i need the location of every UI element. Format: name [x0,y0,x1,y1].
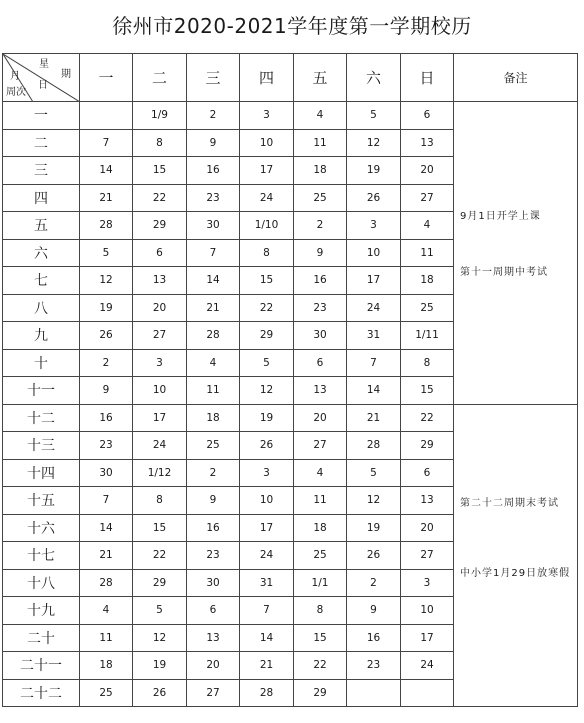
note-text: 第二十二周期末考试 [460,497,559,509]
day-cell: 18 [187,404,240,432]
day-cell: 7 [347,349,401,377]
day-cell: 23 [187,184,240,212]
day-cell: 11 [401,239,454,267]
day-cell: 31 [240,569,294,597]
day-cell: 1/10 [240,212,294,240]
week-number-cell: 十 [3,349,80,377]
day-cell: 19 [347,514,401,542]
day-cell: 17 [133,404,187,432]
day-cell: 20 [401,514,454,542]
day-cell: 26 [347,184,401,212]
corner-label-yue: 月 [10,71,20,82]
week-row [3,102,578,130]
week-number-cell: 一 [3,102,80,130]
day-cell: 22 [133,542,187,570]
day-cell: 6 [401,102,454,130]
day-cell: 9 [187,487,240,515]
day-cell: 2 [347,569,401,597]
day-cell: 13 [401,487,454,515]
day-cell: 8 [133,129,187,157]
week-number-cell: 五 [3,212,80,240]
weekday-header: 六 [347,54,401,102]
day-cell: 9 [187,129,240,157]
day-cell: 14 [80,514,133,542]
day-cell: 24 [133,432,187,460]
corner-label-zhouci: 周次 [6,87,26,98]
day-cell: 17 [347,267,401,295]
day-cell: 20 [294,404,347,432]
day-cell: 24 [240,184,294,212]
day-cell: 10 [240,129,294,157]
day-cell: 8 [240,239,294,267]
day-cell: 6 [187,597,240,625]
day-cell: 29 [133,569,187,597]
day-cell: 25 [401,294,454,322]
day-cell: 2 [80,349,133,377]
day-cell [347,679,401,707]
day-cell: 21 [240,652,294,680]
day-cell: 2 [187,102,240,130]
day-cell: 27 [401,542,454,570]
day-cell: 5 [347,102,401,130]
week-number-cell: 七 [3,267,80,295]
weekday-header: 五 [294,54,347,102]
day-cell: 19 [347,157,401,185]
day-cell: 30 [187,212,240,240]
day-cell: 17 [240,514,294,542]
day-cell: 2 [294,212,347,240]
day-cell: 16 [80,404,133,432]
day-cell: 27 [294,432,347,460]
day-cell: 17 [240,157,294,185]
day-cell: 5 [133,597,187,625]
day-cell: 13 [294,377,347,405]
day-cell: 21 [347,404,401,432]
day-cell: 18 [401,267,454,295]
day-cell: 18 [294,514,347,542]
day-cell: 27 [401,184,454,212]
day-cell: 3 [240,102,294,130]
day-cell: 26 [240,432,294,460]
day-cell: 27 [187,679,240,707]
day-cell: 17 [401,624,454,652]
day-cell: 11 [80,624,133,652]
weekday-header: 四 [240,54,294,102]
day-cell: 22 [294,652,347,680]
day-cell: 28 [187,322,240,350]
day-cell: 4 [187,349,240,377]
day-cell: 12 [347,129,401,157]
day-cell: 24 [240,542,294,570]
weekday-header: 一 [80,54,133,102]
day-cell: 6 [294,349,347,377]
day-cell: 4 [80,597,133,625]
note-text: 9月1日开学上课 [460,211,541,222]
day-cell: 1/9 [133,102,187,130]
day-cell: 6 [133,239,187,267]
day-cell: 1/1 [294,569,347,597]
week-number-cell: 十二 [3,404,80,432]
day-cell: 11 [294,487,347,515]
week-number-cell: 二十二 [3,679,80,707]
day-cell: 9 [294,239,347,267]
day-cell: 27 [133,322,187,350]
day-cell: 7 [80,129,133,157]
day-cell: 7 [80,487,133,515]
day-cell: 28 [80,569,133,597]
day-cell: 31 [347,322,401,350]
note-text: 第十一周期中考试 [460,267,548,278]
day-cell: 15 [133,514,187,542]
day-cell: 29 [240,322,294,350]
day-cell [80,102,133,130]
weekday-header: 二 [133,54,187,102]
week-number-cell: 十三 [3,432,80,460]
corner-label-xing: 星 [39,59,49,70]
day-cell: 18 [80,652,133,680]
day-cell: 10 [347,239,401,267]
day-cell: 25 [294,184,347,212]
week-number-cell: 九 [3,322,80,350]
day-cell: 20 [401,157,454,185]
corner-label-ri: 日 [38,80,48,91]
week-number-cell: 十七 [3,542,80,570]
day-cell: 9 [347,597,401,625]
week-number-cell: 二 [3,129,80,157]
day-cell: 21 [80,184,133,212]
day-cell: 8 [133,487,187,515]
day-cell: 12 [80,267,133,295]
day-cell: 5 [80,239,133,267]
weekday-header: 三 [187,54,240,102]
day-cell: 30 [294,322,347,350]
day-cell: 2 [187,459,240,487]
day-cell: 12 [347,487,401,515]
day-cell: 7 [187,239,240,267]
day-cell: 16 [187,514,240,542]
week-number-cell: 十八 [3,569,80,597]
day-cell: 4 [294,459,347,487]
day-cell: 21 [80,542,133,570]
day-cell: 26 [133,679,187,707]
day-cell: 30 [187,569,240,597]
day-cell: 25 [294,542,347,570]
day-cell: 21 [187,294,240,322]
notes-cell [454,404,578,707]
note-text: 中小学1月29日放寒假 [460,567,571,579]
week-row [3,404,578,432]
weekday-header: 日 [401,54,454,102]
calendar-title: 徐州市2020-2021学年度第一学期校历 [112,14,472,38]
day-cell: 6 [401,459,454,487]
day-cell: 14 [80,157,133,185]
week-number-cell: 十一 [3,377,80,405]
day-cell: 18 [294,157,347,185]
day-cell: 13 [187,624,240,652]
day-cell: 3 [347,212,401,240]
day-cell: 29 [401,432,454,460]
day-cell: 5 [347,459,401,487]
day-cell [401,679,454,707]
week-number-cell: 四 [3,184,80,212]
day-cell: 25 [80,679,133,707]
day-cell: 19 [240,404,294,432]
week-number-cell: 十九 [3,597,80,625]
day-cell: 15 [240,267,294,295]
day-cell: 12 [240,377,294,405]
day-cell: 14 [240,624,294,652]
week-number-cell: 八 [3,294,80,322]
day-cell: 23 [294,294,347,322]
day-cell: 8 [294,597,347,625]
day-cell: 10 [133,377,187,405]
day-cell: 13 [401,129,454,157]
day-cell: 3 [401,569,454,597]
day-cell: 25 [187,432,240,460]
day-cell: 29 [133,212,187,240]
day-cell: 20 [187,652,240,680]
day-cell: 23 [187,542,240,570]
day-cell: 1/11 [401,322,454,350]
day-cell: 20 [133,294,187,322]
day-cell: 15 [401,377,454,405]
day-cell: 19 [80,294,133,322]
week-number-cell: 十六 [3,514,80,542]
day-cell: 22 [240,294,294,322]
day-cell: 16 [347,624,401,652]
day-cell: 3 [240,459,294,487]
week-number-cell: 三 [3,157,80,185]
day-cell: 15 [133,157,187,185]
day-cell: 8 [401,349,454,377]
day-cell: 11 [294,129,347,157]
day-cell: 13 [133,267,187,295]
notes-header: 备注 [454,54,578,102]
day-cell: 10 [401,597,454,625]
week-number-cell: 十五 [3,487,80,515]
day-cell: 11 [187,377,240,405]
calendar-body [3,102,578,707]
day-cell: 22 [401,404,454,432]
day-cell: 23 [347,652,401,680]
day-cell: 19 [133,652,187,680]
day-cell: 15 [294,624,347,652]
day-cell: 14 [187,267,240,295]
day-cell: 9 [80,377,133,405]
notes-cell [454,102,578,405]
day-cell: 24 [347,294,401,322]
day-cell: 24 [401,652,454,680]
header-row [3,54,578,102]
day-cell: 4 [294,102,347,130]
day-cell: 23 [80,432,133,460]
corner-header-cell [3,54,80,102]
week-number-cell: 二十 [3,624,80,652]
day-cell: 22 [133,184,187,212]
day-cell: 5 [240,349,294,377]
week-number-cell: 二十一 [3,652,80,680]
day-cell: 14 [347,377,401,405]
week-number-cell: 十四 [3,459,80,487]
day-cell: 12 [133,624,187,652]
day-cell: 28 [80,212,133,240]
school-calendar-table [2,53,578,707]
day-cell: 7 [240,597,294,625]
day-cell: 4 [401,212,454,240]
day-cell: 3 [133,349,187,377]
day-cell: 28 [347,432,401,460]
day-cell: 30 [80,459,133,487]
day-cell: 16 [187,157,240,185]
corner-label-qi: 期 [61,69,71,80]
day-cell: 10 [240,487,294,515]
day-cell: 28 [240,679,294,707]
day-cell: 26 [80,322,133,350]
day-cell: 1/12 [133,459,187,487]
day-cell: 16 [294,267,347,295]
day-cell: 29 [294,679,347,707]
week-number-cell: 六 [3,239,80,267]
day-cell: 26 [347,542,401,570]
